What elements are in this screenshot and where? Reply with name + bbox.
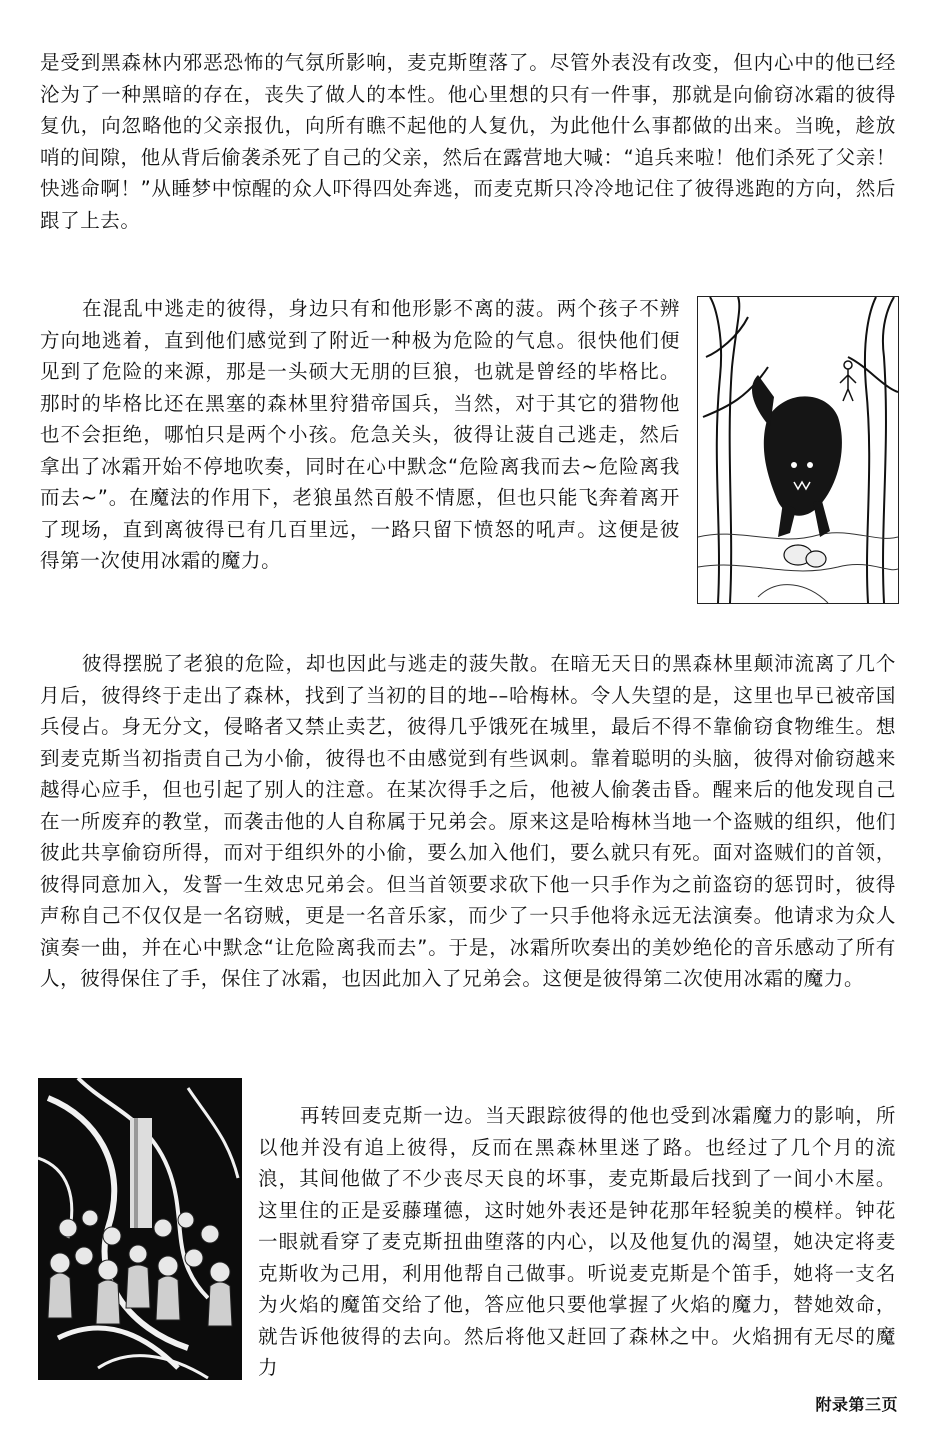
paragraph-4: 再转回麦克斯一边。当天跟踪彼得的他也受到冰霜魔力的影响，所以他并没有追上彼得，反而在黑森林里迷了路。也经过了几个月的流浪，其间他做了不少丧尽天良的坏事，麦克斯最后找到了一间小木屋。这里住的正是妥藤瑾德，这时她外表还是钟花那年轻貌美的模样。钟花一眼就看穿了麦克斯扭曲堕落的内心，以及他复仇的渴望，她决定将麦克斯收为己用，利用他帮自己做事。听说麦克斯是个笛手，她将一支名为火焰的魔笛交给了他，答应他只要他掌握了火焰的魔力，替她效命，就告诉他彼得的去向。然后将他又赶回了森林之中。火焰拥有无尽的魔力 — [258, 1104, 896, 1379]
page-number-footer: 附录第三页 — [815, 1395, 898, 1414]
paragraph-2: 在混乱中逃走的彼得，身边只有和他形影不离的菠。两个孩子不辨方向地逃着，直到他们感觉到了附近一种极为危险的气息。很快他们便见到了危险的来源，那是一头硕大无朋的巨狼，也就是曾经的毕格比。那时的毕格比还在黑塞的森林里狩猎帝国兵，当然，对于其它的猎物他也不会拒绝，哪怕只是两个小孩。危急关头，彼得让菠自己逃走，然后拿出了冰霜开始不停地吹奏，同时在心中默念“危险离我而去~危险离我而去~”。在魔法的作用下，老狼虽然百般不情愿，但也只能飞奔着离开了现场，直到离彼得已有几百里远，一路只留下愤怒的吼声。这便是彼得第一次使用冰霜的魔力。 — [40, 297, 680, 572]
paragraph-3: 彼得摆脱了老狼的危险，却也因此与逃走的菠失散。在暗无天日的黑森林里颠沛流离了几个月后，彼得终于走出了森林，找到了当初的目的地––哈梅林。令人失望的是，这里也早已被帝国兵侵占。身无分文，侵略者又禁止卖艺，彼得几乎饿死在城里，最后不得不靠偷窃食物维生。想到麦克斯当初指责自己为小偷，彼得也不由感觉到有些讽刺。靠着聪明的头脑，彼得对偷窃越来越得心应手，但也引起了别人的注意。在某次得手之后，他被人偷袭击昏。醒来后的他发现自己在一所废弃的教堂，而袭击他的人自称属于兄弟会。原来这是哈梅林当地一个盗贼的组织，他们彼此共享偷窃所得，而对于组织外的小偷，要么加入他们，要么就只有死。面对盗贼们的首领，彼得同意加入，发誓一生效忠兄弟会。但当首领要求砍下他一只手作为之前盗窃的惩罚时，彼得声称自己不仅仅是一名窃贼，更是一名音乐家，而少了一只手他将永远无法演奏。他请求为众人演奏一曲，并在心中默念“让危险离我而去”。于是，冰霜所吹奏出的美妙绝伦的音乐感动了所有人，彼得保住了手，保住了冰霜，也因此加入了兄弟会。这便是彼得第二次使用冰霜的魔力。 — [40, 652, 896, 990]
wolf-forest-illustration — [697, 296, 899, 604]
paragraph-1: 是受到黑森林内邪恶恐怖的气氛所影响，麦克斯堕落了。尽管外表没有改变，但内心中的他已经沦为了一种黑暗的存在，丧失了做人的本性。他心里想的只有一件事，那就是向偷窃冰霜的彼得复仇，向忽略他的父亲报仇，向所有瞧不起他的人复仇，为此他什么事都做的出来。当晚，趁放哨的间隙，他从背后偷袭杀死了自己的父亲，然后在露营地大喊：“追兵来啦！他们杀死了父亲！快逃命啊！”从睡梦中惊醒的众人吓得四处奔逃，而麦克斯只冷冷地记住了彼得逃跑的方向，然后跟了上去。 — [40, 51, 896, 232]
crowd-illustration — [38, 1078, 242, 1380]
